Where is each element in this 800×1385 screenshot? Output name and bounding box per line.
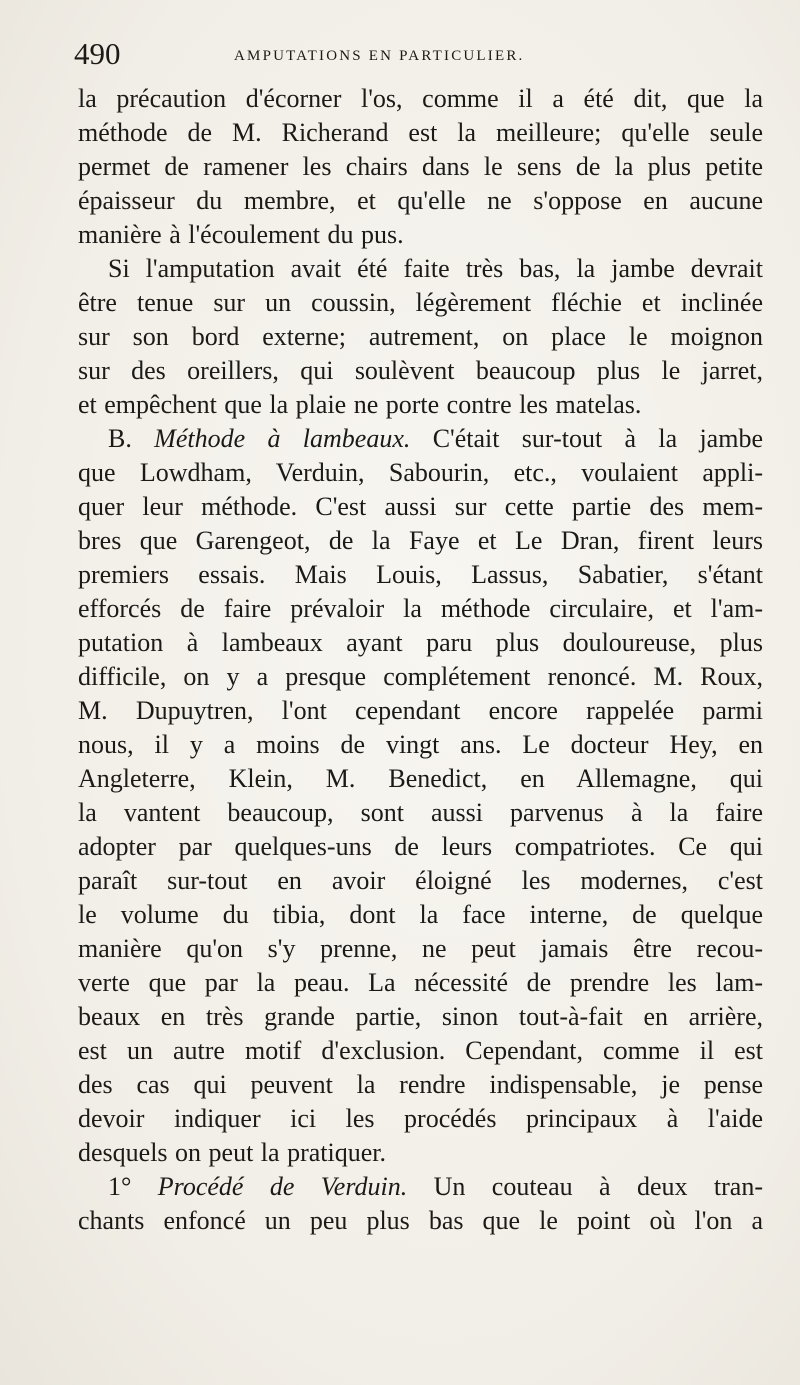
page-header: [74, 34, 764, 74]
text-line: bres que Garengeot, de la Faye et Le Dran, firent leurs: [78, 526, 763, 555]
procedure-heading-line: [78, 1170, 763, 1204]
text-line: adopter par quelques-uns de leurs compatriotes. Ce qui: [78, 832, 763, 861]
text-line: beaux en très grande partie, sinon tout-à-fait en arrière,: [78, 1002, 763, 1031]
procedure-title: Procédé de Verduin.: [157, 1172, 408, 1201]
text-line: paraît sur-tout en avoir éloigné les modernes, c'est: [78, 866, 763, 895]
text-line: quer leur méthode. C'est aussi sur cette partie des mem-: [78, 492, 763, 521]
text-line: des cas qui peuvent la rendre indispensable, je pense: [78, 1070, 763, 1099]
text-line: est un autre motif d'exclusion. Cependant, comme il est: [78, 1036, 763, 1065]
text-line: méthode de M. Richerand est la meilleure; qu'elle seule: [78, 118, 763, 147]
text-line: la précaution d'écorner l'os, comme il a été dit, que la: [78, 84, 763, 113]
text-line: efforcés de faire prévaloir la méthode circulaire, et l'am-: [78, 594, 763, 623]
text-line: devoir indiquer ici les procédés principaux à l'aide: [78, 1104, 763, 1133]
text-line: être tenue sur un coussin, légèrement fléchie et inclinée: [78, 288, 763, 317]
text-line: verte que par la peau. La nécessité de prendre les lam-: [78, 968, 763, 997]
text-line: nous, il y a moins de vingt ans. Le docteur Hey, en: [78, 730, 763, 759]
section-continuation: C'était sur-tout à la jambe: [410, 424, 763, 453]
section-label: B.: [108, 424, 155, 453]
page-number: 490: [74, 36, 121, 71]
text-line: que Lowdham, Verduin, Sabourin, etc., voulaient appli-: [78, 458, 763, 487]
procedure-number: 1°: [108, 1172, 158, 1201]
text-line: épaisseur du membre, et qu'elle ne s'oppose en aucune: [78, 186, 763, 215]
text-line: putation à lambeaux ayant paru plus douloureuse, plus: [78, 628, 763, 657]
text-line: chants enfoncé un peu plus bas que le point où l'on a: [78, 1206, 763, 1235]
section-title: Méthode à lambeaux.: [154, 424, 411, 453]
text-line: desquels on peut la pratiquer.: [78, 1138, 386, 1167]
text-line: manière à l'écoulement du pus.: [78, 220, 404, 249]
text-line: premiers essais. Mais Louis, Lassus, Sabatier, s'étant: [78, 560, 763, 589]
text-line: permet de ramener les chairs dans le sens de la plus petite: [78, 152, 763, 181]
text-line: le volume du tibia, dont la face interne, de quelque: [78, 900, 763, 929]
running-head: AMPUTATIONS EN PARTICULIER.: [234, 48, 525, 64]
text-line: M. Dupuytren, l'ont cependant encore rappelée parmi: [78, 696, 763, 725]
text-line: sur son bord externe; autrement, on place le moignon: [78, 322, 763, 351]
text-line: sur des oreillers, qui soulèvent beaucoup plus le jarret,: [78, 356, 763, 385]
text-line: Angleterre, Klein, M. Benedict, en Allemagne, qui: [78, 764, 763, 793]
text-line: la vantent beaucoup, sont aussi parvenus à la faire: [78, 798, 763, 827]
text-line: manière qu'on s'y prenne, ne peut jamais être recou-: [78, 934, 763, 963]
text-line: difficile, on y a presque complétement renoncé. M. Roux,: [78, 662, 763, 691]
text-line: Si l'amputation avait été faite très bas, la jambe devrait: [108, 254, 763, 283]
body-text: [78, 82, 763, 1238]
section-heading-line: [78, 422, 763, 456]
text-line: et empêchent que la plaie ne porte contre les matelas.: [78, 390, 642, 419]
procedure-continuation: Un couteau à deux tran-: [407, 1172, 763, 1201]
